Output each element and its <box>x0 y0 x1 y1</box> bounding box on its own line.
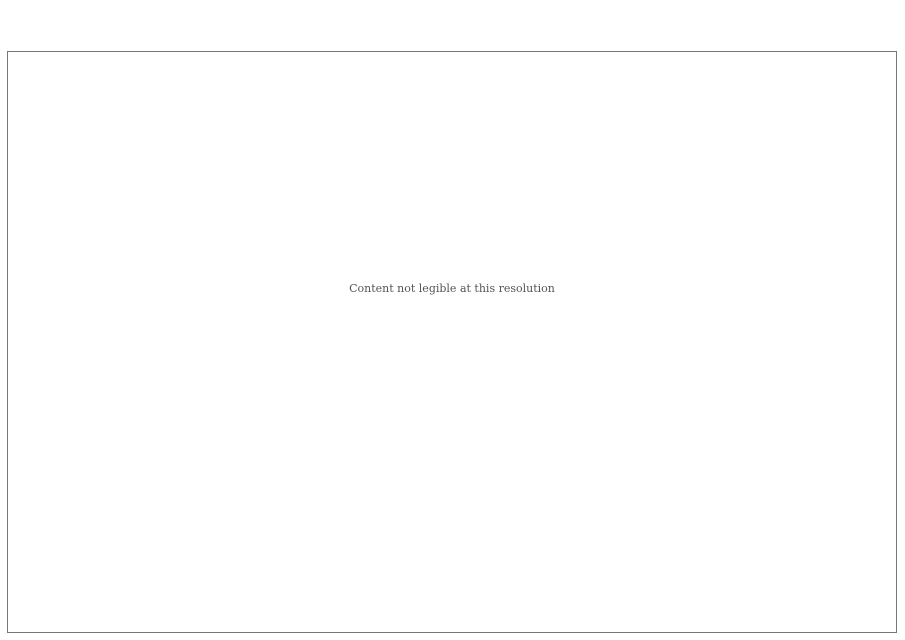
budget-table-sheet <box>7 51 897 633</box>
illegible-notice: Content not legible at this resolution <box>349 282 555 295</box>
